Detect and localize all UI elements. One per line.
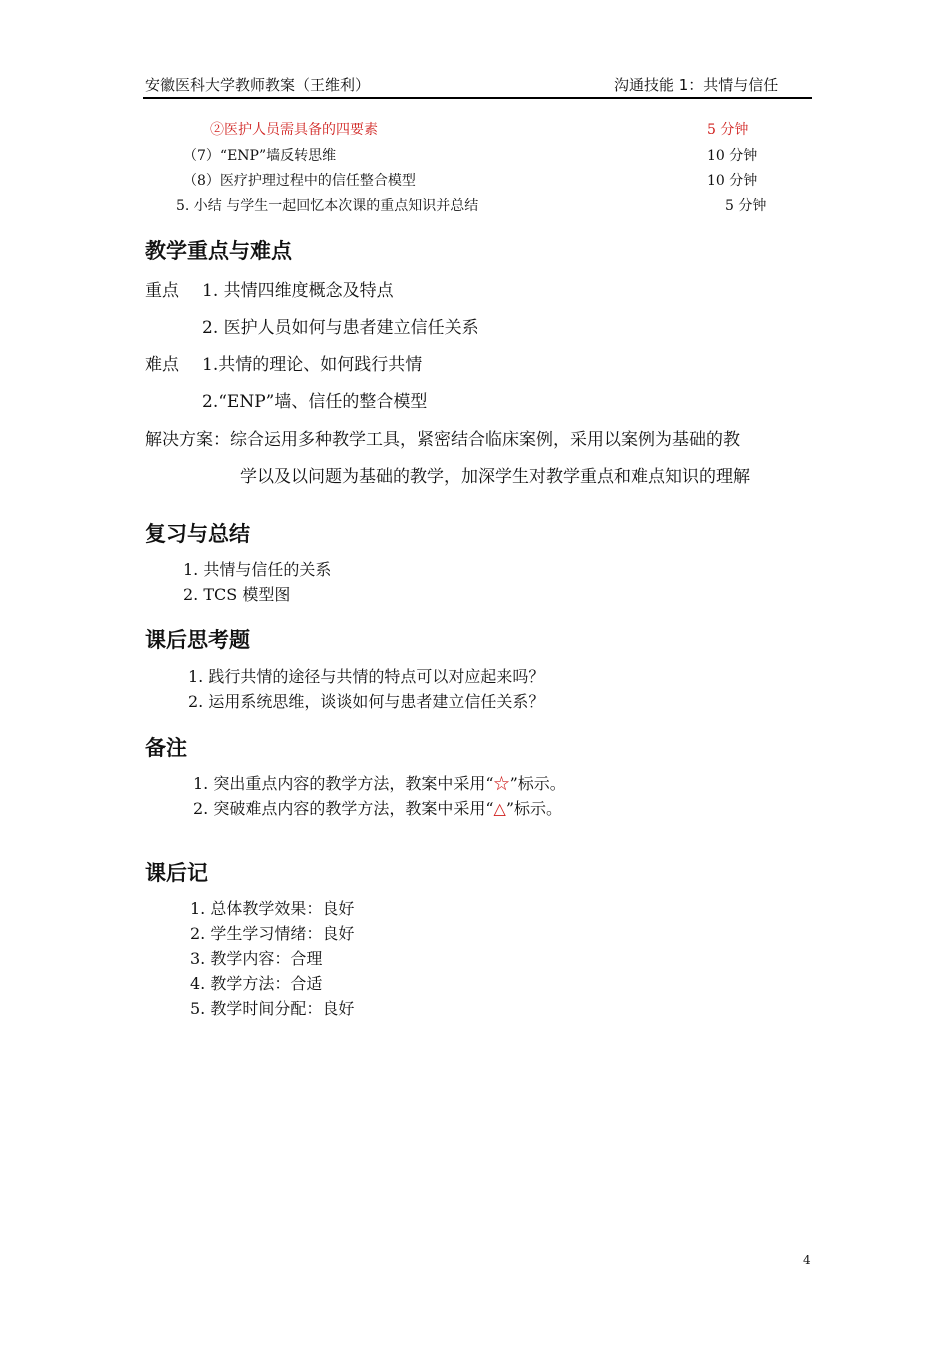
note-item-2 [193,796,562,819]
afterword-heading: 课后记 [145,860,208,885]
review-item-2: 2. TCS 模型图 [183,585,291,604]
question-item-2: 2. 运用系统思维，谈谈如何与患者建立信任关系？ [188,692,545,711]
note-item-2-prefix: 2. 突破难点内容的教学方法，教案中采用“ [193,799,494,818]
note-item-1-suffix: ”标示。 [509,774,566,793]
afterword-item-5: 5. 教学时间分配：良好 [190,999,355,1018]
header-left: 安徽医科大学教师教案（王维利） [145,76,371,94]
schedule-time-2: 10 分钟 [707,148,758,164]
schedule-time-1: 5 分钟 [707,122,749,138]
note-item-1-prefix: 1. 突出重点内容的教学方法，教案中采用“ [193,774,494,793]
schedule-label-3: （8）医疗护理过程中的信任整合模型 [183,173,416,189]
key-points-heading: 教学重点与难点 [145,238,292,263]
schedule-time-3: 10 分钟 [707,173,758,189]
afterword-item-3: 3. 教学内容：合理 [190,949,323,968]
solution-line-1: 解决方案：综合运用多种教学工具，紧密结合临床案例，采用以案例为基础的教 [145,430,740,450]
afterword-item-2: 2. 学生学习情绪：良好 [190,924,355,943]
review-item-1: 1. 共情与信任的关系 [183,560,332,579]
page-number: 4 [803,1253,811,1267]
difficulty-item-1: 1.共情的理论、如何践行共情 [202,355,423,375]
schedule-label-1: ②医护人员需具备的四要素 [210,122,378,138]
schedule-label-4: 5. 小结 与学生一起回忆本次课的重点知识并总结 [176,198,479,214]
triangle-icon: △ [493,799,506,818]
focus-label: 重点 [145,281,179,301]
note-item-1 [193,771,566,794]
focus-item-2: 2. 医护人员如何与患者建立信任关系 [202,318,479,338]
afterword-item-1: 1. 总体教学效果：良好 [190,899,355,918]
star-icon: ☆ [493,774,510,793]
solution-line-2: 学以及以问题为基础的教学，加深学生对教学重点和难点知识的理解 [240,467,750,487]
question-item-1: 1. 践行共情的途径与共情的特点可以对应起来吗？ [188,667,545,686]
schedule-label-2: （7）“ENP”墙反转思维 [183,148,337,164]
schedule-time-4: 5 分钟 [725,198,767,214]
note-item-2-suffix: ”标示。 [505,799,563,818]
header-rule [143,97,812,99]
afterword-item-4: 4. 教学方法：合适 [190,974,323,993]
review-heading: 复习与总结 [145,521,250,546]
difficulty-label: 难点 [145,355,179,375]
header-right: 沟通技能 1：共情与信任 [614,76,779,94]
focus-item-1: 1. 共情四维度概念及特点 [202,281,394,301]
notes-heading: 备注 [145,735,187,760]
difficulty-item-2: 2.“ENP”墙、信任的整合模型 [202,392,428,412]
questions-heading: 课后思考题 [145,627,250,652]
